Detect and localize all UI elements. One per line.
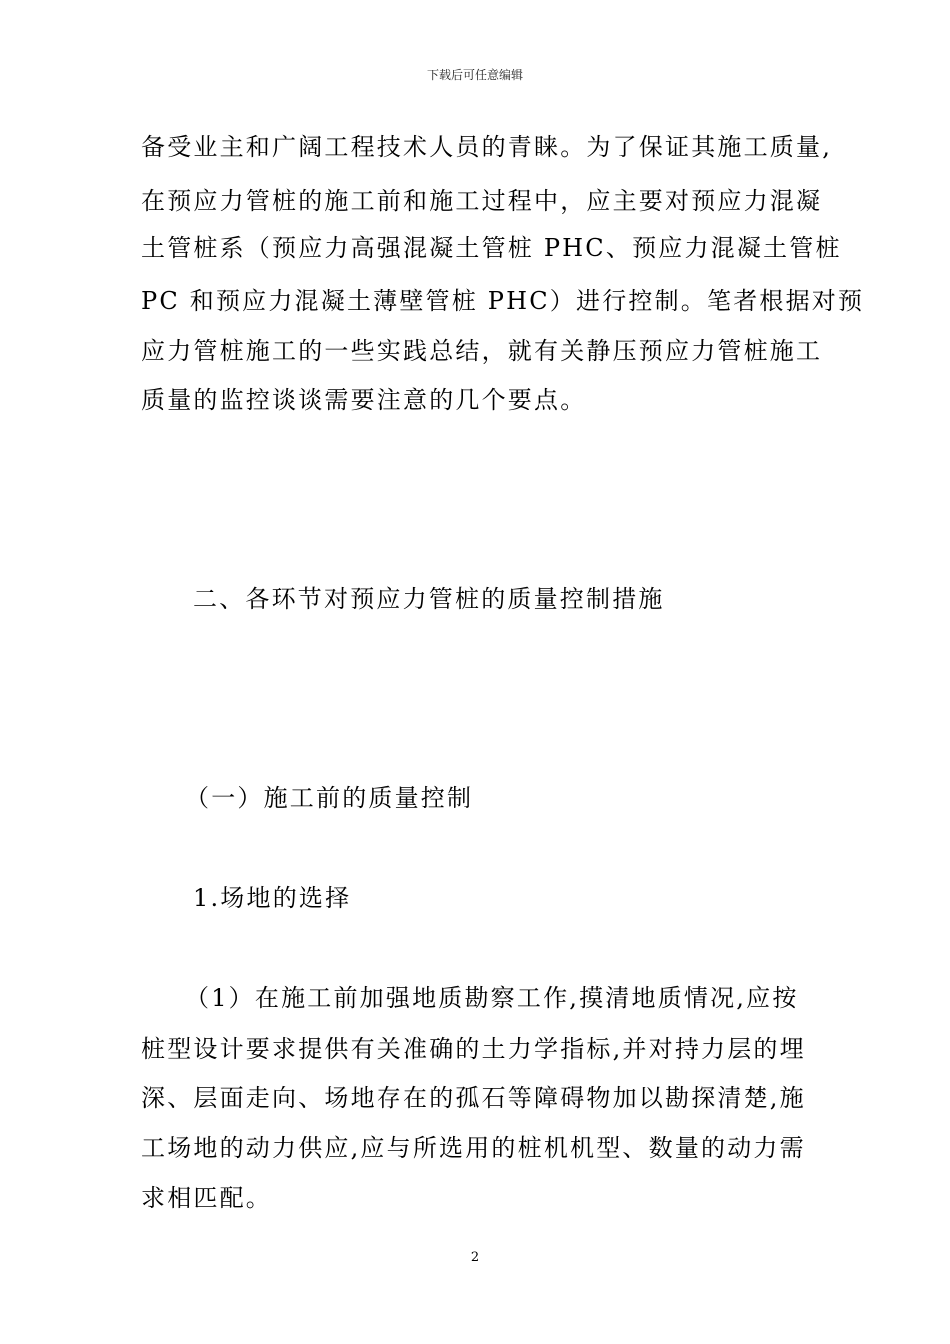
paragraph-line: 工场地的动力供应,应与所选用的桩机机型、数量的动力需 (141, 1134, 806, 1162)
paragraph-line: 备受业主和广阔工程技术人员的青睐。为了保证其施工质量, (141, 133, 833, 161)
subsection-heading: （一）施工前的质量控制 (185, 784, 474, 812)
paragraph-line: 深、层面走向、场地存在的孤石等障碍物加以勘探清楚,施 (141, 1084, 806, 1112)
paragraph-line: 土管桩系（预应力高强混凝土管桩 PHC、预应力混凝土管桩 (141, 234, 842, 262)
page-header: 下载后可任意编辑 (426, 68, 523, 82)
paragraph-line: 质量的监控谈谈需要注意的几个要点。 (141, 386, 587, 414)
paragraph-line: 桩型设计要求提供有关准确的土力学指标,并对持力层的埋 (141, 1035, 806, 1063)
paragraph-line: 求相匹配。 (141, 1184, 272, 1212)
paragraph-line: 应力管桩施工的一些实践总结，就有关静压预应力管桩施工 (141, 337, 823, 365)
page-number: 2 (470, 1250, 480, 1265)
paragraph-line: （1）在施工前加强地质勘察工作,摸清地质情况,应按 (185, 984, 799, 1012)
section-heading: 二、各环节对预应力管桩的质量控制措施 (193, 585, 665, 613)
item-heading: 1.场地的选择 (193, 884, 352, 912)
paragraph-line: PC 和预应力混凝土薄壁管桩 PHC）进行控制。笔者根据对预 (141, 287, 865, 315)
paragraph-line: 在预应力管桩的施工前和施工过程中，应主要对预应力混凝 (141, 187, 823, 215)
